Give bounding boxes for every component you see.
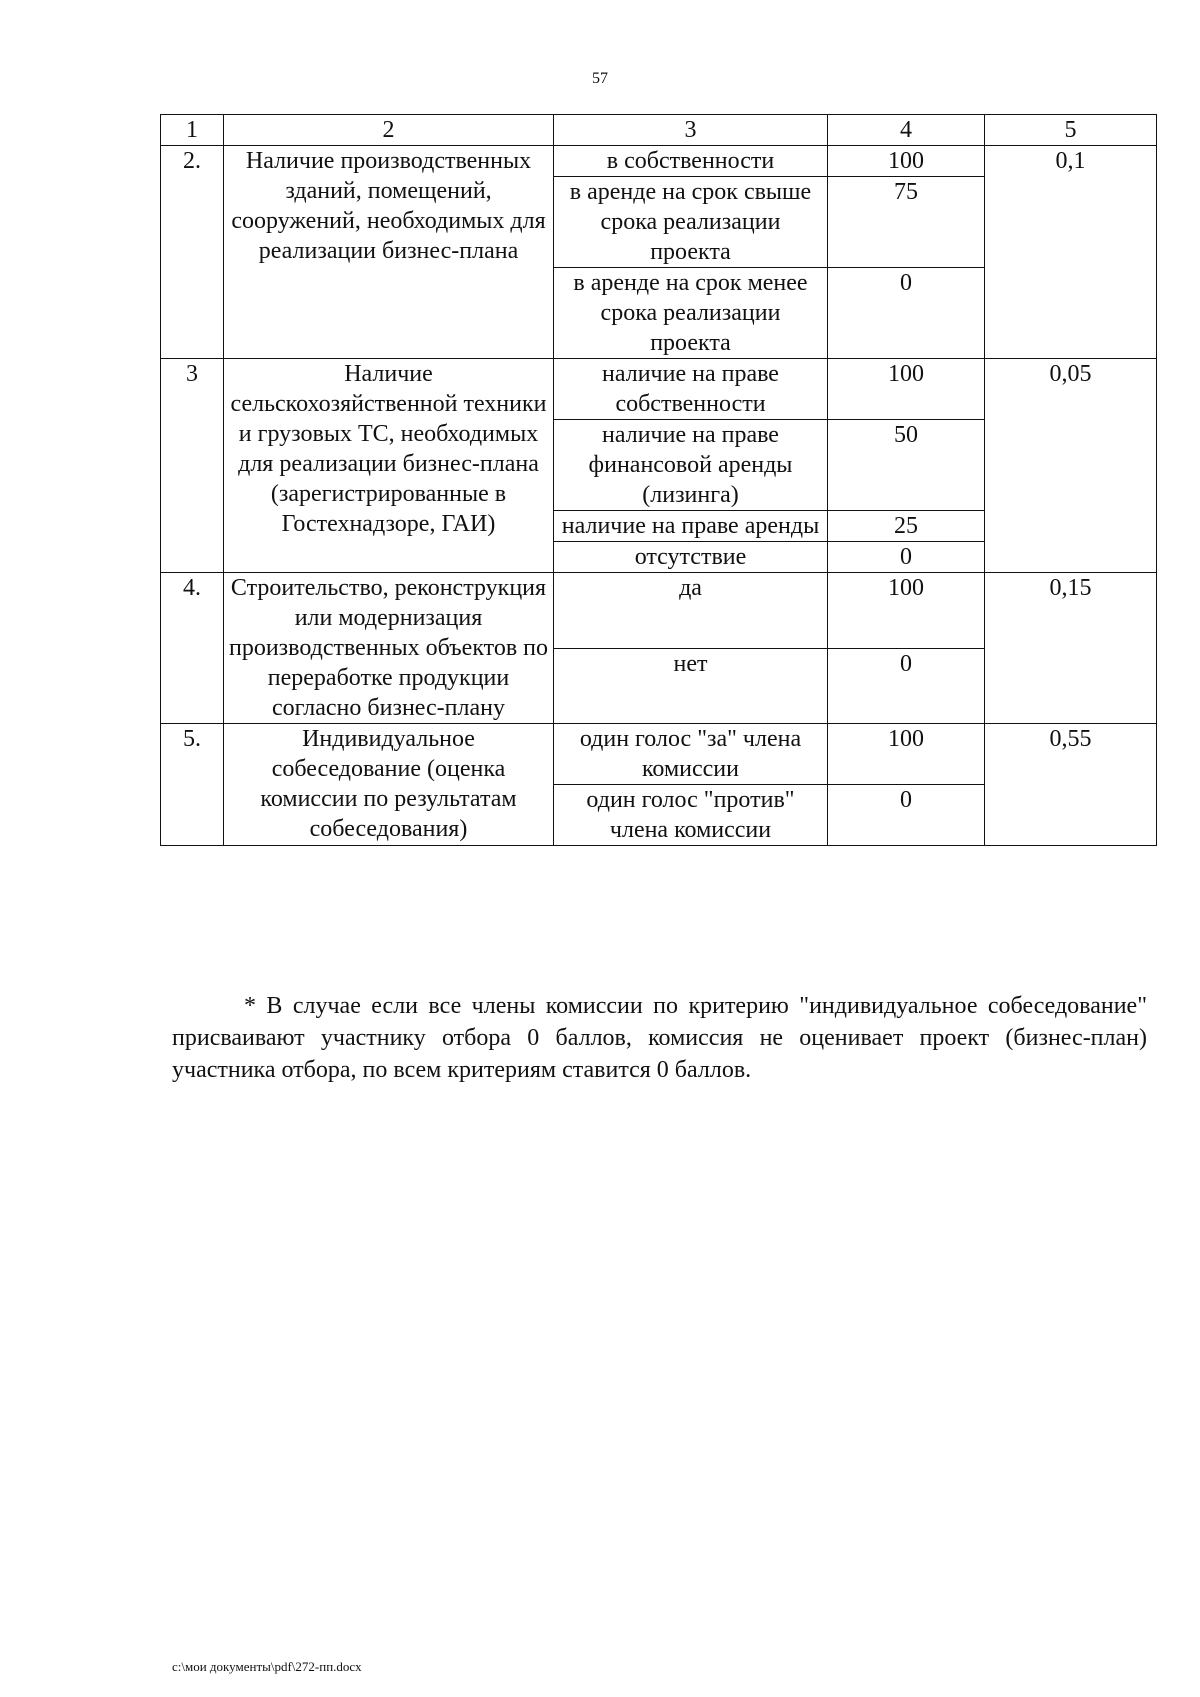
criterion-name: Наличие сельскохозяйственной техники и грузовых ТС, необходимых для реализации бизнес-плана (зарегистрированные в Гостехнадзоре, ГАИ) bbox=[224, 359, 554, 573]
option-score: 25 bbox=[828, 511, 985, 542]
option-score: 100 bbox=[828, 146, 985, 177]
option-score: 100 bbox=[828, 573, 985, 649]
header-cell-5: 5 bbox=[985, 115, 1157, 146]
option-score: 0 bbox=[828, 785, 985, 846]
criterion-name: Строительство, реконструкция или модернизация производственных объектов по переработке продукции согласно бизнес-плану bbox=[224, 573, 554, 724]
criterion-name: Индивидуальное собеседование (оценка комиссии по результатам собеседования) bbox=[224, 724, 554, 846]
option-label: отсутствие bbox=[554, 542, 828, 573]
criterion-weight: 0,55 bbox=[985, 724, 1157, 846]
footer-file-path: c:\мои документы\pdf\272-пп.docx bbox=[172, 1659, 362, 1674]
criterion-number: 3 bbox=[161, 359, 224, 573]
option-score: 100 bbox=[828, 724, 985, 785]
table-row bbox=[161, 724, 1157, 785]
criterion-name: Наличие производственных зданий, помещений, сооружений, необходимых для реализации бизнес-плана bbox=[224, 146, 554, 359]
table-row bbox=[161, 359, 1157, 420]
option-label: один голос "против" члена комиссии bbox=[554, 785, 828, 846]
option-label: наличие на праве аренды bbox=[554, 511, 828, 542]
option-label: да bbox=[554, 573, 828, 649]
table-row bbox=[161, 573, 1157, 649]
option-score: 100 bbox=[828, 359, 985, 420]
option-score: 0 bbox=[828, 268, 985, 359]
option-label: в аренде на срок свыше срока реализации проекта bbox=[554, 177, 828, 268]
table-header-row bbox=[161, 115, 1157, 146]
criterion-weight: 0,05 bbox=[985, 359, 1157, 573]
criterion-weight: 0,15 bbox=[985, 573, 1157, 724]
header-cell-3: 3 bbox=[554, 115, 828, 146]
criterion-number: 4. bbox=[161, 573, 224, 724]
option-score: 75 bbox=[828, 177, 985, 268]
footnote: * В случае если все члены комиссии по критерию "индивидуальное собеседование" присваивают участнику отбора 0 баллов, комиссия не оценивает проект (бизнес-план) участника отбора, по всем критериям ставится 0 баллов. bbox=[172, 993, 1147, 1083]
criteria-table-body bbox=[161, 115, 1157, 846]
criteria-table bbox=[160, 114, 1157, 846]
option-score: 0 bbox=[828, 542, 985, 573]
criterion-number: 5. bbox=[161, 724, 224, 846]
option-label: в аренде на срок менее срока реализации проекта bbox=[554, 268, 828, 359]
table-row bbox=[161, 146, 1157, 177]
option-score: 0 bbox=[828, 648, 985, 724]
option-label: наличие на праве собственности bbox=[554, 359, 828, 420]
option-label: в собственности bbox=[554, 146, 828, 177]
page-number: 57 bbox=[592, 70, 608, 87]
header-cell-4: 4 bbox=[828, 115, 985, 146]
criterion-weight: 0,1 bbox=[985, 146, 1157, 359]
option-score: 50 bbox=[828, 420, 985, 511]
header-cell-2: 2 bbox=[224, 115, 554, 146]
header-cell-1: 1 bbox=[161, 115, 224, 146]
option-label: нет bbox=[554, 648, 828, 724]
criterion-number: 2. bbox=[161, 146, 224, 359]
option-label: один голос "за" члена комиссии bbox=[554, 724, 828, 785]
option-label: наличие на праве финансовой аренды (лизинга) bbox=[554, 420, 828, 511]
